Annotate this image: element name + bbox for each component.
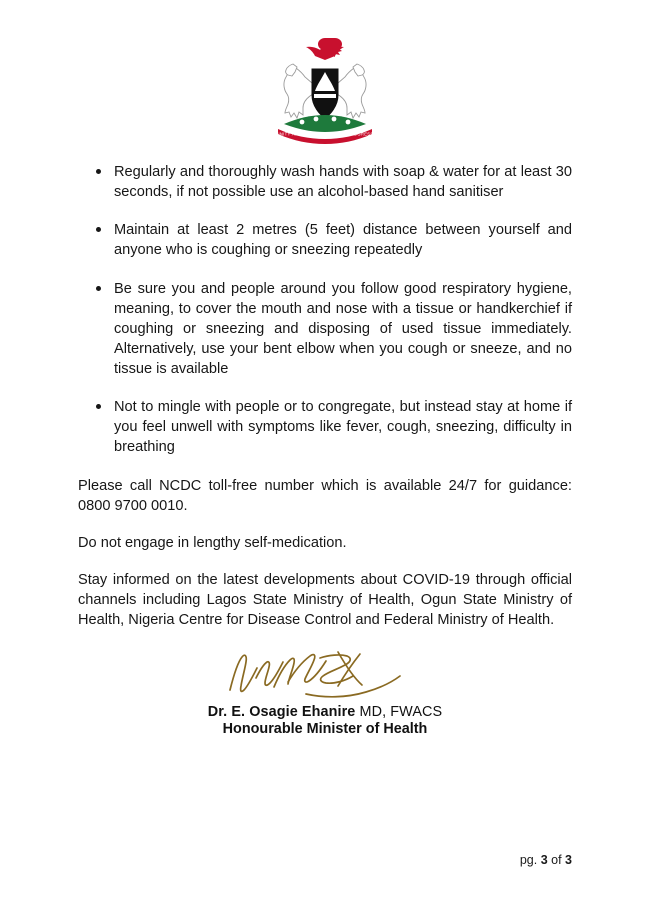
page-footer — [520, 853, 572, 867]
stay-informed-paragraph: Stay informed on the latest developments about COVID-19 through official channels including Lagos State Ministry of Health, Ogun State Ministry of Health, Nigeria Centre for Disease Control and Federal Ministry of Health. — [78, 571, 572, 629]
footer-page-number: 3 — [540, 853, 548, 867]
ncdc-contact-paragraph: Please call NCDC toll-free number which is available 24/7 for guidance: 0800 9700 0010. — [78, 477, 572, 514]
minister-name-text: Dr. E. Osagie Ehanire — [207, 704, 356, 721]
nigeria-coat-of-arms-icon — [250, 34, 400, 144]
signature-names — [78, 704, 572, 737]
guidance-bullet-list — [78, 162, 572, 458]
list-item: Regularly and thoroughly wash hands with soap & water for at least 30 seconds, if not possible use an alcohol-based hand sanitiser — [78, 162, 572, 202]
self-medication-paragraph: Do not engage in lengthy self-medication. — [78, 534, 347, 551]
minister-title: Honourable Minister of Health — [222, 721, 428, 738]
minister-credentials: MD, FWACS — [355, 704, 443, 721]
footer-separator: of — [547, 853, 566, 867]
signature-block — [78, 644, 572, 740]
footer-prefix: pg. — [519, 853, 541, 867]
list-item: Maintain at least 2 metres (5 feet) distance between yourself and anyone who is coughing or sneezing repeatedly — [78, 220, 572, 260]
footer-total-pages: 3 — [565, 853, 572, 867]
handwritten-signature-icon — [210, 638, 440, 709]
list-item: Be sure you and people around you follow good respiratory hygiene, meaning, to cover the mouth and nose with a tissue or handkerchief if coughing or sneezing and disposing of used tissue immediately. Alternatively, use your bent elbow when you cough or sneeze, and no tissue is available — [78, 279, 572, 380]
svg-text:UNITY AND FAITH, PEACE AND PRO: UNITY AND FAITH, PEACE AND PROGRESS — [276, 131, 374, 137]
list-item: Not to mingle with people or to congregate, but instead stay at home if you feel unwell with symptoms like fever, cough, sneezing, difficulty in breathing — [78, 397, 572, 457]
coat-of-arms-container — [78, 0, 572, 162]
minister-name — [78, 704, 572, 720]
